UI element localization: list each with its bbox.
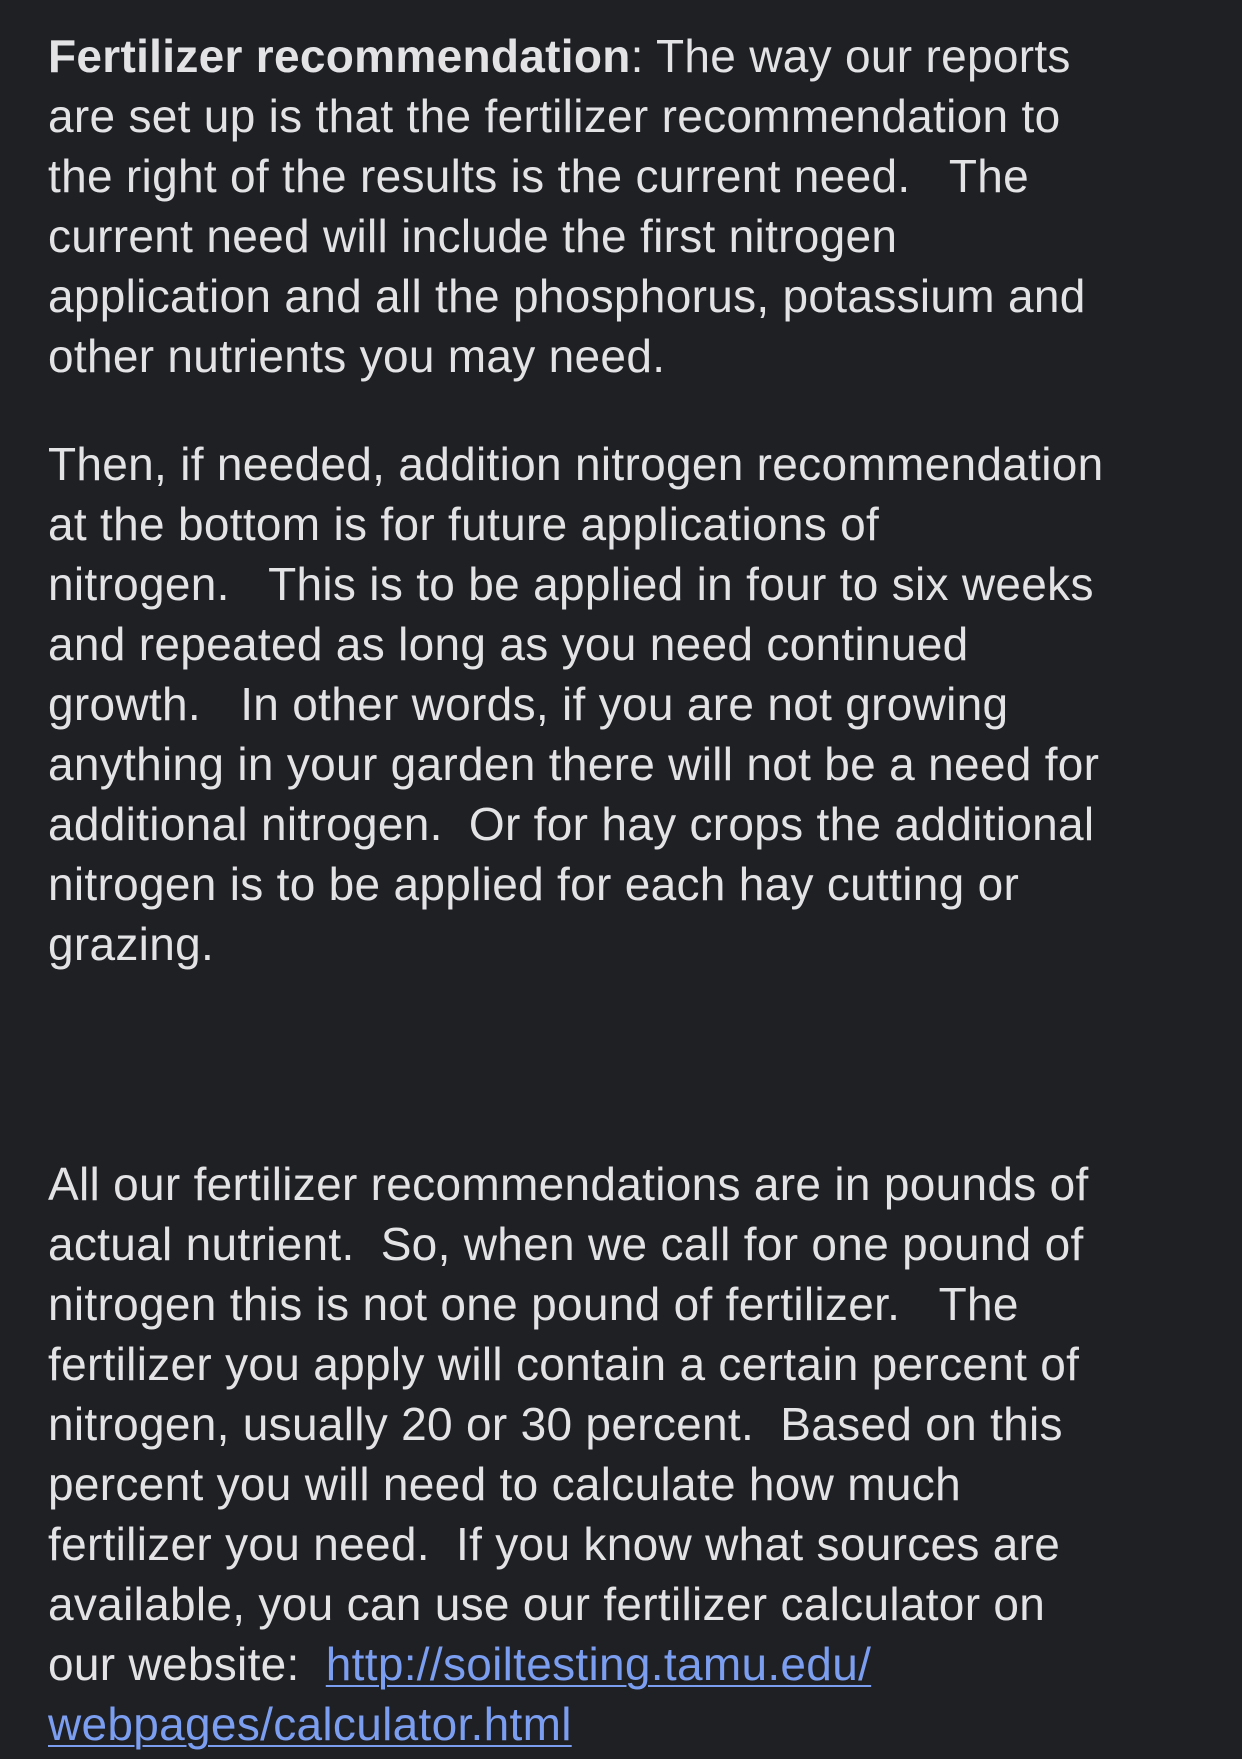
paragraph-line: available, you can use our fertilizer calculator on xyxy=(48,1578,1046,1630)
paragraph-line: additional nitrogen. Or for hay crops the additional xyxy=(48,798,1095,850)
paragraph-line: nitrogen, usually 20 or 30 percent. Based on this xyxy=(48,1398,1063,1450)
paragraph-line: percent you will need to calculate how much xyxy=(48,1458,961,1510)
paragraph-line xyxy=(48,26,1210,86)
calculator-link-continued[interactable] xyxy=(48,1698,572,1750)
paragraph-additional-nitrogen xyxy=(48,434,1210,974)
website-label: our website: xyxy=(48,1638,326,1690)
paragraph-line: anything in your garden there will not be a need for xyxy=(48,738,1100,790)
paragraph-line: at the bottom is for future applications of xyxy=(48,498,880,550)
paragraph-line: grazing. xyxy=(48,918,215,970)
paragraph-line: fertilizer you need. If you know what sources are xyxy=(48,1518,1061,1570)
paragraph-line xyxy=(48,1634,1210,1694)
message-body xyxy=(48,26,1210,1754)
paragraph-line: nitrogen. This is to be applied in four to six weeks xyxy=(48,558,1094,610)
paragraph-line: other nutrients you may need. xyxy=(48,330,666,382)
paragraph-line xyxy=(48,1694,1210,1754)
paragraph-nutrient-units xyxy=(48,1154,1210,1754)
paragraph-line: actual nutrient. So, when we call for one pound of xyxy=(48,1218,1084,1270)
paragraph-line: Then, if needed, addition nitrogen recommendation xyxy=(48,438,1104,490)
calculator-link-part2[interactable]: webpages/calculator.html xyxy=(48,1698,572,1750)
calculator-link[interactable] xyxy=(326,1638,871,1690)
section-heading: Fertilizer recommendation xyxy=(48,30,631,82)
paragraph-line: current need will include the first nitrogen xyxy=(48,210,898,262)
paragraph-line: are set up is that the fertilizer recommendation to xyxy=(48,90,1061,142)
paragraph-line: the right of the results is the current need. The xyxy=(48,150,1029,202)
paragraph-line: All our fertilizer recommendations are in pounds of xyxy=(48,1158,1089,1210)
paragraph-line: nitrogen this is not one pound of fertilizer. The xyxy=(48,1278,1019,1330)
paragraph-line: nitrogen is to be applied for each hay cutting or xyxy=(48,858,1020,910)
paragraph-line: and repeated as long as you need continued xyxy=(48,618,969,670)
paragraph-line: application and all the phosphorus, potassium and xyxy=(48,270,1086,322)
paragraph-line: growth. In other words, if you are not growing xyxy=(48,678,1009,730)
paragraph-fertilizer-recommendation xyxy=(48,26,1210,386)
heading-suffix: : The way our reports xyxy=(630,30,1071,82)
calculator-link-part1[interactable]: http://soiltesting.tamu.edu/ xyxy=(325,1638,872,1690)
paragraph-line: fertilizer you apply will contain a certain percent of xyxy=(48,1338,1080,1390)
